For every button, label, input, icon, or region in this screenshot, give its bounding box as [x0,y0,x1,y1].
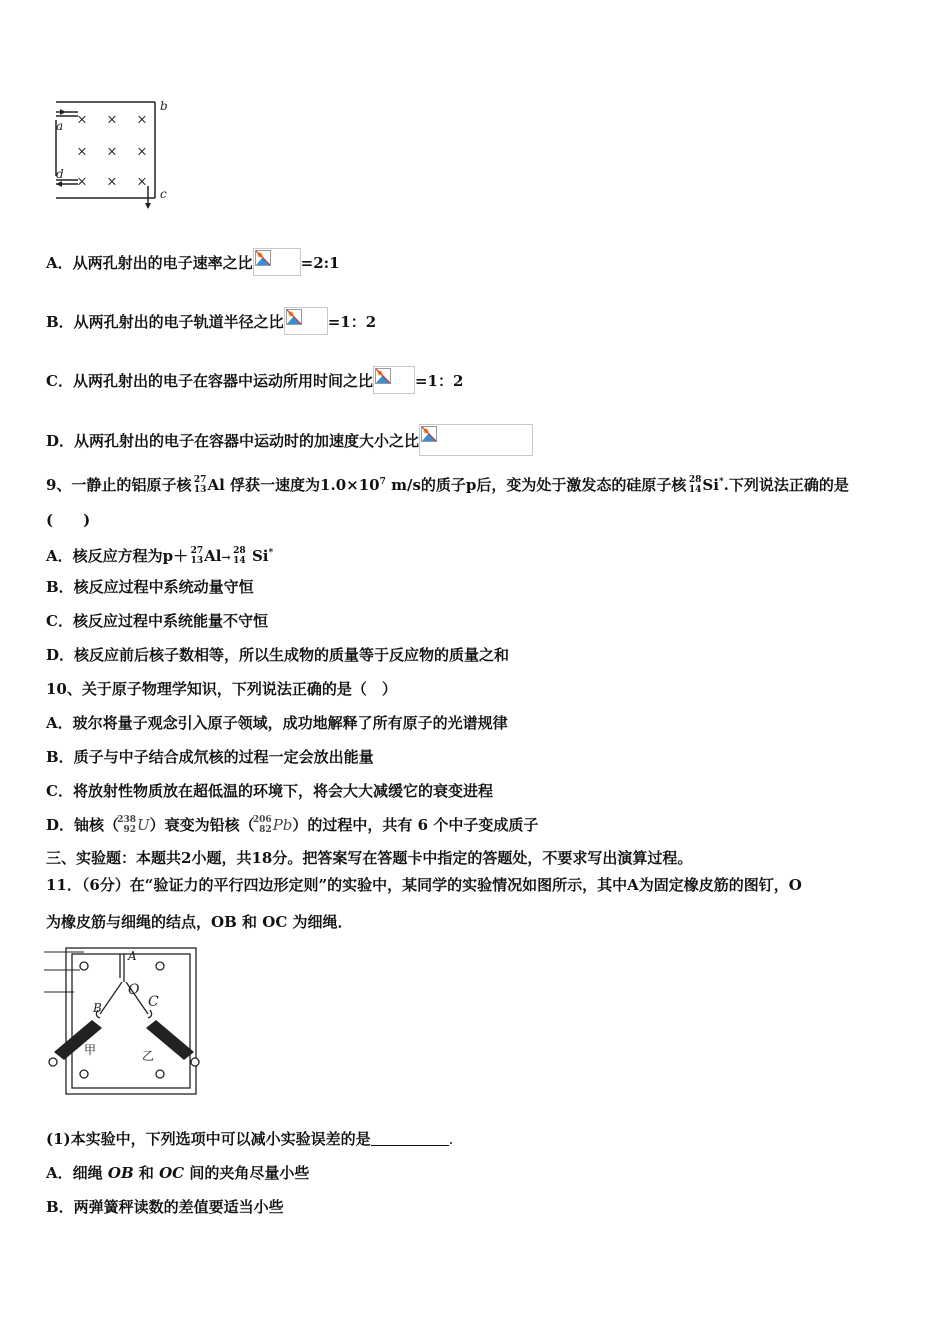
broken-image-icon [255,250,271,266]
q9-option-c: C．核反应过程中系统能量不守恒 [46,612,268,630]
q9-option-d: D．核反应前后核子数相等，所以生成物的质量等于反应物的质量之和 [46,646,510,664]
field-mark: × [106,174,118,190]
field-mark: × [136,144,148,160]
force-experiment-figure [44,940,200,1096]
pin-icon [156,962,164,970]
q10-option-b: B．质子与中子结合成氘核的过程一定会放出能量 [46,748,374,766]
q9-stem: 9、一静止的铝原子核 27 13 Al 俘获一速度为$1.0\times 10^7$ m/s的质子p后，变为处于激发态的硅原子核 28 14 Si*.下列说法正确的是 [46,475,849,495]
pin-icon [156,1070,164,1078]
field-mark: × [76,144,88,160]
arrow-c-icon [145,203,151,209]
broken-image-icon [421,426,437,442]
q11-option-a: A．细绳 OB 和 OC 间的夹角尽量小些 [46,1164,310,1182]
q11-stem-line2: 为橡皮筋与细绳的结点，OB 和 OC 为细绳． [46,913,353,931]
q8-option-b: B．从两孔射出的电子轨道半径之比 =1：2 [46,307,376,335]
q10-option-c: C．将放射性物质放在超低温的环境下，将会大大减缓它的衰变进程 [46,782,493,800]
pin-icon [80,962,88,970]
formula-image [419,424,533,456]
label-c: C [148,994,159,1010]
formula-image [373,366,415,394]
broken-image-icon [375,368,391,384]
broken-image-icon [286,309,302,325]
q8-option-c: C．从两孔射出的电子在容器中运动所用时间之比 =1：2 [46,366,463,394]
field-mark: × [106,144,118,160]
arrow-a-icon [60,109,66,115]
q11-stem-line1: 11．（6分）在“验证力的平行四边形定则”的实验中，某同学的实验情况如图所示，其中A为固定橡皮筋的图钉，O [46,876,802,894]
q9-option-a: A．核反应方程为p＋ 27 13 Al→ 28 14 Si* [46,546,274,566]
label-yi: 乙 [142,1049,155,1063]
q8-option-a: A．从两孔射出的电子速率之比 =2:1 [46,248,340,276]
label-a: a [56,119,64,133]
formula-image [253,248,301,276]
al-nuclide: 27 13 [193,475,207,495]
label-o: O [128,982,140,998]
board-inner [72,954,190,1088]
si-nuclide: 28 14 [688,475,702,495]
q10-option-a: A．玻尔将量子观念引入原子领域，成功地解释了所有原子的光谱规律 [46,714,508,732]
label-b: b [160,99,168,113]
q8-option-d: D．从两孔射出的电子在容器中运动时的加速度大小之比 [46,424,533,456]
field-mark: × [136,174,148,190]
answer-blank[interactable] [371,1129,449,1146]
q11-sub1: (1)本实验中，下列选项中可以减小实验误差的是 . [46,1130,454,1148]
magnetic-field-figure [50,98,180,220]
label-jia: 甲 [84,1043,97,1057]
q9-paren: ( ) [46,511,91,529]
pin-icon [80,1070,88,1078]
q11-option-b: B．两弹簧秤读数的差值要适当小些 [46,1198,284,1216]
field-mark: × [106,112,118,128]
string-ob [100,982,122,1014]
section-3-heading: 三、实验题：本题共2小题，共18分。把答案写在答题卡中指定的答题处，不要求写出演算过程。 [46,849,693,867]
q10-option-d: D．铀核（ 238 92 U）衰变为铅核（ 206 82 Pb）的过程中，共有 6 个中子变成质子 [46,815,539,835]
field-mark: × [76,112,88,128]
field-mark: × [136,112,148,128]
formula-image [284,307,328,335]
label-a: A [128,949,137,963]
label-d: d [56,167,64,181]
q10-stem: 10、关于原子物理学知识，下列说法正确的是（ ） [46,680,397,698]
label-b: B [93,1001,102,1015]
q9-option-b: B．核反应过程中系统动量守恒 [46,578,254,596]
field-mark: × [76,174,88,190]
label-c: c [160,187,167,201]
arrow-d-icon [56,181,62,187]
